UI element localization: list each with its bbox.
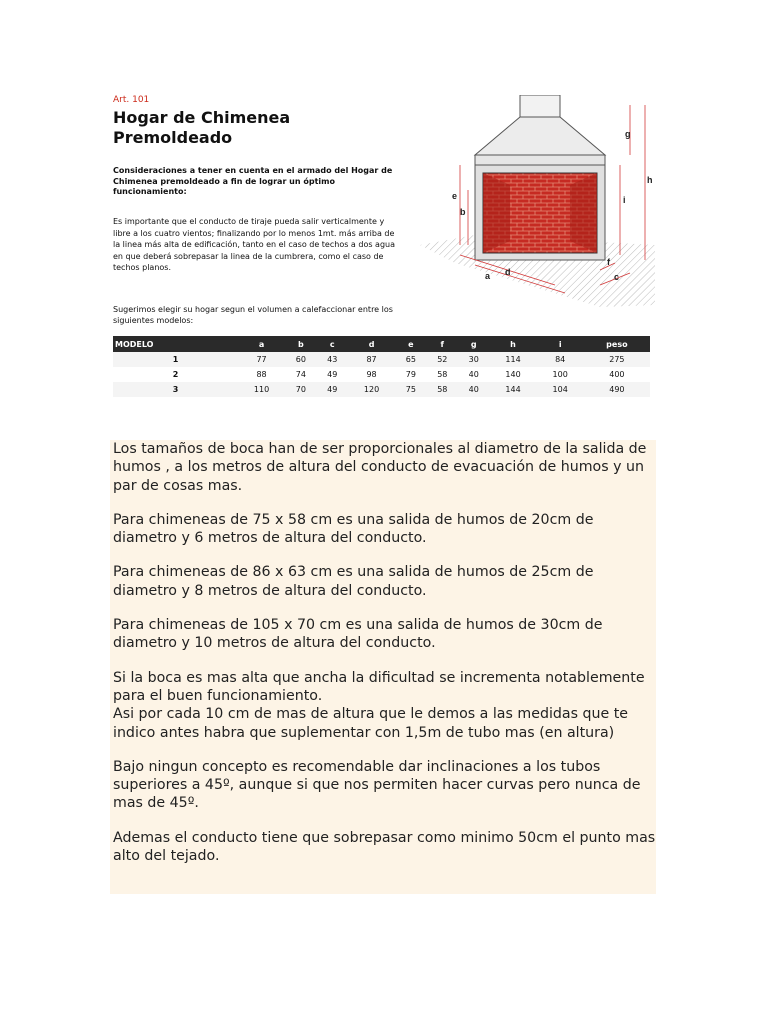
table-cell: 40: [468, 370, 479, 379]
col-e: e: [395, 336, 426, 352]
table-cell: 98: [366, 370, 377, 379]
col-h: h: [489, 336, 536, 352]
table-cell: 144: [489, 382, 536, 397]
table-cell: 275: [584, 352, 650, 367]
table-cell: 60: [285, 352, 316, 367]
considerations-heading: Consideraciones a tener en cuenta en el armado del Hogar de Chimenea premoldeado a fin de lograr un óptimo funcionamiento:: [113, 166, 393, 196]
body-paragraph: Para chimeneas de 86 x 63 cm es una salida de humos de 25cm de diametro y 8 metros de altura del conducto.: [113, 564, 594, 599]
table-row: [113, 367, 650, 382]
dim-label-a: a: [485, 271, 491, 281]
col-d: d: [348, 336, 395, 352]
body-paragraph: Ademas el conducto tiene que sobrepasar como minimo 50cm el punto mas alto del tejado.: [113, 829, 656, 865]
comment-body: [110, 440, 656, 894]
table-cell: 75: [395, 382, 426, 397]
page-title: Hogar de Chimenea Premoldeado: [113, 108, 291, 147]
table-cell: 3: [113, 382, 238, 397]
table-cell: 43: [317, 352, 348, 367]
intro-paragraph: Es importante que el conducto de tiraje pueda salir verticalmente y libre a los cuatro vientos; finalizando por lo menos 1mt. más arriba de la linea más alta de edificación, tanto en el caso de techos a dos agua en que deberá sobrepasar la linea de la cumbrera, como el caso de techos planos.: [113, 217, 396, 272]
dim-label-i: i: [623, 195, 626, 205]
col-i: i: [537, 336, 584, 352]
table-cell: 40: [458, 382, 489, 397]
table-cell: 100: [552, 370, 568, 379]
table-cell: 120: [348, 382, 395, 397]
table-cell: 70: [285, 382, 316, 397]
dim-label-c: c: [614, 272, 620, 282]
table-cell: 110: [238, 382, 285, 397]
dim-label-f: f: [607, 257, 610, 267]
body-paragraph: Bajo ningun concepto es recomendable dar inclinaciones a los tubos superiores a 45º, aunque si que nos permiten hacer curvas pero nunca de mas de 45º.: [113, 758, 641, 812]
table-cell: 2: [172, 370, 179, 379]
table-cell: 400: [609, 370, 625, 379]
table-cell: 30: [458, 352, 489, 367]
table-cell: 104: [537, 382, 584, 397]
dim-label-h: h: [647, 175, 653, 185]
dim-label-d: d: [505, 267, 511, 277]
table-cell: 74: [295, 370, 306, 379]
table-cell: 49: [327, 370, 338, 379]
fireplace-diagram: [415, 95, 655, 310]
table-cell: 490: [584, 382, 650, 397]
body-paragraph: Asi por cada 10 cm de mas de altura que le demos a las medidas que te indico antes habra que suplementar con 1,5m de tubo mas (en altura): [113, 706, 629, 741]
table-cell: 58: [437, 370, 448, 379]
table-cell: 65: [395, 352, 426, 367]
col-g: g: [458, 336, 489, 352]
col-b: b: [285, 336, 316, 352]
table-cell: 87: [348, 352, 395, 367]
chimney-hood: [475, 117, 605, 155]
table-cell: 58: [427, 382, 458, 397]
models-table: [113, 336, 650, 397]
body-paragraph: Los tamaños de boca han de ser proporcionales al diametro de la salida de humos , a los metros de altura del conducto de evacuación de humos y un par de cosas mas.: [113, 441, 647, 494]
table-cell: 88: [256, 370, 267, 379]
table-cell: 114: [489, 352, 536, 367]
table-cell: 140: [505, 370, 521, 379]
col-f: f: [427, 336, 458, 352]
dim-label-e: e: [452, 191, 458, 201]
dim-label-b: b: [460, 207, 466, 217]
table-cell: 77: [238, 352, 285, 367]
col-a: a: [238, 336, 285, 352]
table-header-row: [113, 336, 650, 352]
col-c: c: [317, 336, 348, 352]
article-number: Art. 101: [113, 95, 150, 105]
body-paragraph: Para chimeneas de 75 x 58 cm es una salida de humos de 20cm de diametro y 6 metros de altura del conducto.: [113, 511, 594, 547]
table-row: [113, 382, 650, 397]
col-peso: peso: [584, 336, 650, 352]
table-cell: 79: [405, 370, 416, 379]
table-cell: 1: [113, 352, 238, 367]
table-cell: 49: [317, 382, 348, 397]
models-intro: Sugerimos elegir su hogar segun el volumen a calefaccionar entre los siguientes modelos:: [113, 305, 393, 325]
table-cell: 52: [427, 352, 458, 367]
body-paragraph: Para chimeneas de 105 x 70 cm es una salida de humos de 30cm de diametro y 10 metros de altura del conducto.: [113, 617, 603, 652]
chimney-flue: [520, 95, 560, 117]
table-row: [113, 352, 650, 367]
table-cell: 84: [537, 352, 584, 367]
dim-label-g: g: [625, 129, 631, 139]
col-modelo: MODELO: [113, 336, 238, 352]
body-paragraph: Si la boca es mas alta que ancha la dificultad se incrementa notablemente para el buen funcionamiento.: [113, 669, 645, 704]
